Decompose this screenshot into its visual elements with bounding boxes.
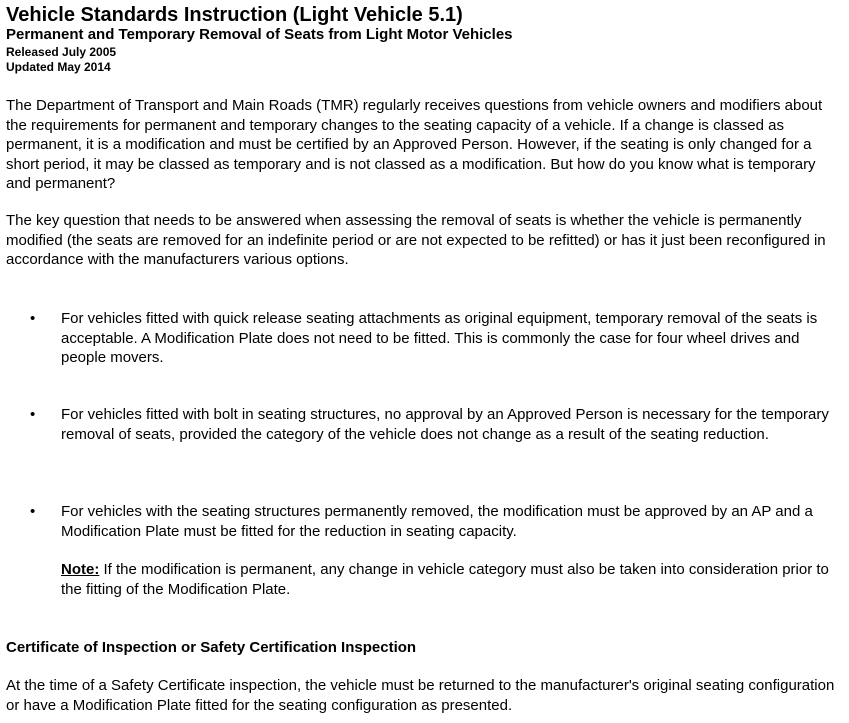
note-paragraph <box>61 560 837 599</box>
intro-paragraph: The Department of Transport and Main Roads (TMR) regularly receives questions from vehicle owners and modifiers about the requirements for permanent and temporary changes to the seating capacity of a vehicle. If a change is classed as permanent, it is a modification and must be certified by an Approved Person. However, if the seating is only changed for a short period, it may be classed as temporary and is not classed as a modification. But how do you know what is temporary and permanent? <box>6 97 823 192</box>
bullet-icon: • <box>30 503 36 520</box>
document-subtitle: Permanent and Temporary Removal of Seats from Light Motor Vehicles <box>6 26 513 43</box>
inspection-paragraph: At the time of a Safety Certificate inspection, the vehicle must be returned to the manufacturer's original seating configuration or have a Modification Plate fitted for the seating configuration as presented. <box>6 677 835 714</box>
list-item-text: For vehicles with the seating structures permanently removed, the modification must be approved by an AP and a Modification Plate must be fitted for the reduction in seating capacity. <box>61 503 813 540</box>
bullet-icon: • <box>30 310 36 327</box>
list-item-text: For vehicles fitted with bolt in seating structures, no approval by an Approved Person is necessary for the temporary removal of seats, provided the category of the vehicle does not change as a result of the seating reduction. <box>61 406 829 443</box>
section-heading: Certificate of Inspection or Safety Certification Inspection <box>6 639 417 656</box>
updated-date: Updated May 2014 <box>6 60 111 74</box>
list-item-text: For vehicles fitted with quick release seating attachments as original equipment, temporary removal of the seats is acceptable. A Modification Plate does not need to be fitted. This is commonly the case for four wheel drives and people movers. <box>61 310 818 366</box>
document-title: Vehicle Standards Instruction (Light Vehicle 5.1) <box>6 4 463 26</box>
note-label: Note: <box>61 561 100 578</box>
key-question-paragraph: The key question that needs to be answered when assessing the removal of seats is whether the vehicle is permanently modified (the seats are removed for an indefinite period or are not expected to be refitted) or has it just been reconfigured in accordance with the manufacturers various options. <box>6 212 826 268</box>
note-text: If the modification is permanent, any change in vehicle category must also be taken into consideration prior to the fitting of the Modification Plate. <box>61 561 829 598</box>
bullet-icon: • <box>30 406 36 423</box>
released-date: Released July 2005 <box>6 45 117 59</box>
